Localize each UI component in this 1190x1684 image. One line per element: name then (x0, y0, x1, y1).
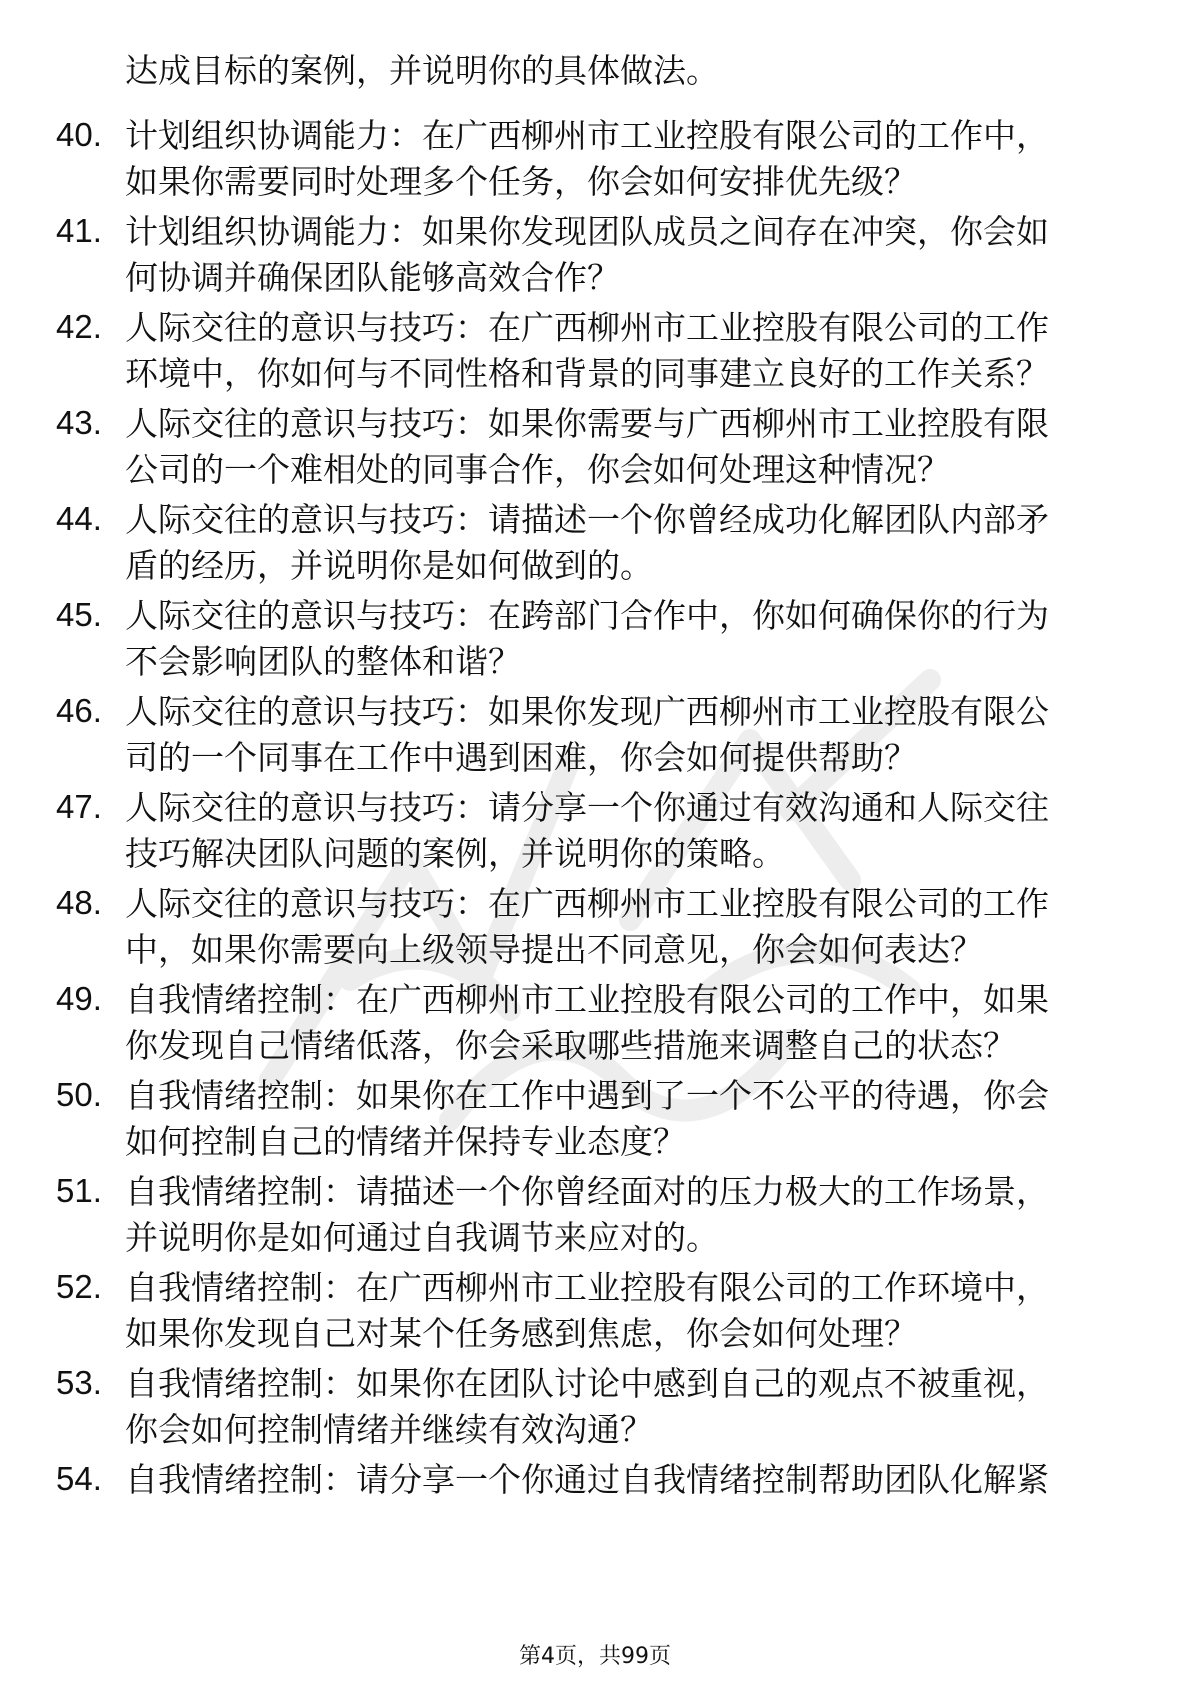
question-text (125, 1457, 1135, 1503)
question-item-41 (0, 209, 1190, 305)
question-item-54 (0, 1457, 1190, 1553)
question-item-40 (0, 113, 1190, 209)
question-item-53 (0, 1361, 1190, 1457)
question-number: 54. (56, 1460, 102, 1497)
question-line: 人际交往的意识与技巧：请描述一个你曾经成功化解团队内部矛 (125, 500, 1049, 539)
question-text (125, 113, 1135, 205)
question-text (125, 401, 1135, 493)
question-line: 技巧解决团队问题的案例，并说明你的策略。 (125, 834, 785, 873)
question-item-43 (0, 401, 1190, 497)
question-text (125, 593, 1135, 685)
question-item-42 (0, 305, 1190, 401)
question-line: 并说明你是如何通过自我调节来应对的。 (125, 1218, 719, 1257)
question-item-52 (0, 1265, 1190, 1361)
question-line: 如果你发现自己对某个任务感到焦虑，你会如何处理？ (125, 1314, 917, 1353)
question-item-44 (0, 497, 1190, 593)
question-line: 你会如何控制情绪并继续有效沟通？ (125, 1410, 653, 1449)
question-line: 人际交往的意识与技巧：在广西柳州市工业控股有限公司的工作 (125, 884, 1049, 923)
question-line: 人际交往的意识与技巧：如果你需要与广西柳州市工业控股有限 (125, 404, 1049, 443)
question-text (125, 689, 1135, 781)
question-line: 司的一个同事在工作中遇到困难，你会如何提供帮助？ (125, 738, 917, 777)
question-line: 公司的一个难相处的同事合作，你会如何处理这种情况？ (125, 450, 950, 489)
question-text (125, 1073, 1135, 1165)
question-line: 自我情绪控制：如果你在团队讨论中感到自己的观点不被重视， (125, 1364, 1049, 1403)
question-line: 人际交往的意识与技巧：在广西柳州市工业控股有限公司的工作 (125, 308, 1049, 347)
question-line: 计划组织协调能力：在广西柳州市工业控股有限公司的工作中， (125, 116, 1049, 155)
question-line: 不会影响团队的整体和谐？ (125, 642, 521, 681)
question-number: 51. (56, 1172, 102, 1209)
question-line: 人际交往的意识与技巧：如果你发现广西柳州市工业控股有限公 (125, 692, 1049, 731)
page-number-footer: 第4页，共99页 (519, 1644, 671, 1669)
question-text (125, 881, 1135, 973)
question-line: 环境中，你如何与不同性格和背景的同事建立良好的工作关系？ (125, 354, 1049, 393)
question-item-47 (0, 785, 1190, 881)
question-line: 盾的经历，并说明你是如何做到的。 (125, 546, 653, 585)
question-text (125, 977, 1135, 1069)
question-text (125, 1169, 1135, 1261)
question-line: 自我情绪控制：请分享一个你通过自我情绪控制帮助团队化解紧 (125, 1460, 1049, 1499)
question-item-51 (0, 1169, 1190, 1265)
question-line: 自我情绪控制：如果你在工作中遇到了一个不公平的待遇，你会 (125, 1076, 1049, 1115)
question-text (125, 1361, 1135, 1453)
question-number: 49. (56, 980, 102, 1017)
question-number: 43. (56, 404, 102, 441)
question-item-50 (0, 1073, 1190, 1169)
question-text (125, 785, 1135, 877)
question-number: 42. (56, 308, 102, 345)
question-line: 自我情绪控制：在广西柳州市工业控股有限公司的工作中，如果 (125, 980, 1049, 1019)
question-number: 48. (56, 884, 102, 921)
question-line: 自我情绪控制：在广西柳州市工业控股有限公司的工作环境中， (125, 1268, 1049, 1307)
question-text (125, 305, 1135, 397)
question-number: 52. (56, 1268, 102, 1305)
question-text (125, 1265, 1135, 1357)
question-number: 40. (56, 116, 102, 153)
question-text (125, 497, 1135, 589)
question-line: 自我情绪控制：请描述一个你曾经面对的压力极大的工作场景， (125, 1172, 1049, 1211)
question-number: 46. (56, 692, 102, 729)
question-item-46 (0, 689, 1190, 785)
question-number: 41. (56, 212, 102, 249)
question-item-49 (0, 977, 1190, 1073)
question-number: 44. (56, 500, 102, 537)
question-line: 计划组织协调能力：如果你发现团队成员之间存在冲突，你会如 (125, 212, 1049, 251)
question-line: 人际交往的意识与技巧：请分享一个你通过有效沟通和人际交往 (125, 788, 1049, 827)
question-number: 47. (56, 788, 102, 825)
question-number: 45. (56, 596, 102, 633)
question-line: 人际交往的意识与技巧：在跨部门合作中，你如何确保你的行为 (125, 596, 1049, 635)
question-item-45 (0, 593, 1190, 689)
question-line: 你发现自己情绪低落，你会采取哪些措施来调整自己的状态？ (125, 1026, 1016, 1065)
question-item-48 (0, 881, 1190, 977)
question-text (125, 209, 1135, 301)
question-line: 中，如果你需要向上级领导提出不同意见，你会如何表达？ (125, 930, 983, 969)
question-number: 53. (56, 1364, 102, 1401)
question-line: 如果你需要同时处理多个任务，你会如何安排优先级？ (125, 162, 917, 201)
question-number: 50. (56, 1076, 102, 1113)
question-line: 如何控制自己的情绪并保持专业态度？ (125, 1122, 686, 1161)
continuation-line: 达成目标的案例，并说明你的具体做法。 (125, 51, 719, 90)
question-line: 何协调并确保团队能够高效合作？ (125, 258, 620, 297)
